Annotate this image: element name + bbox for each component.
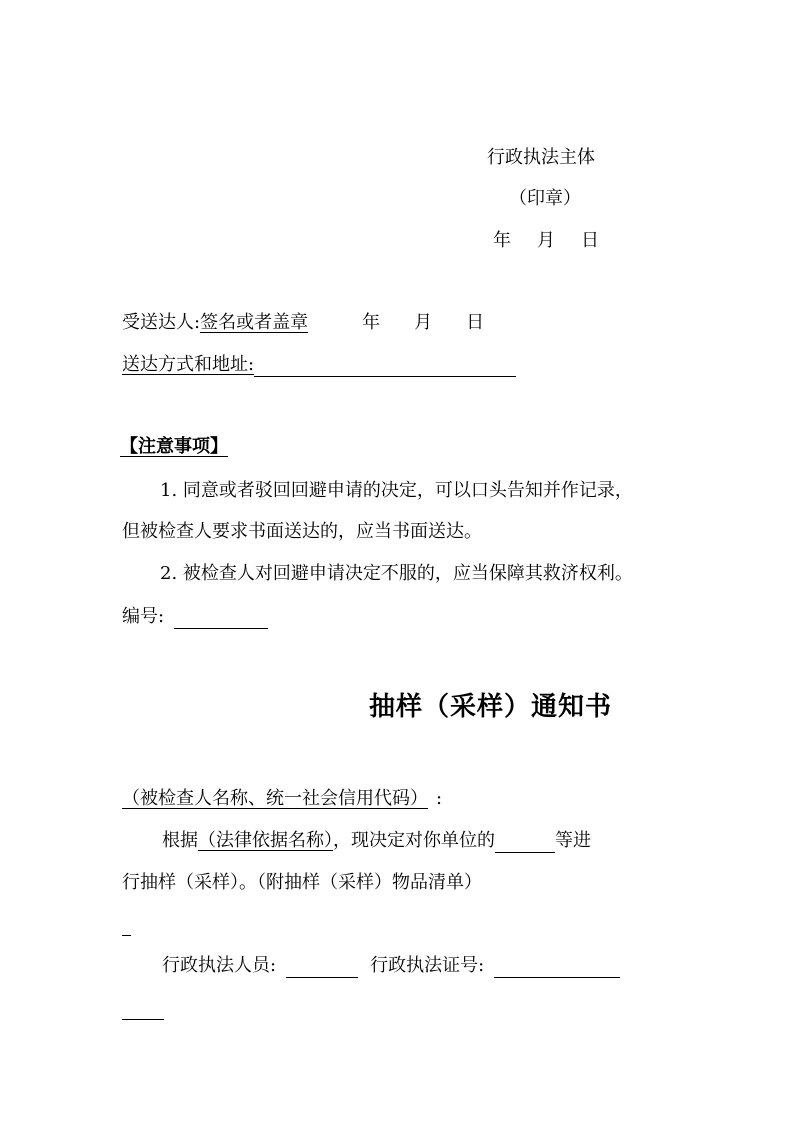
basis-line <box>162 829 591 853</box>
officer-line <box>162 954 620 978</box>
notes-heading <box>120 435 228 459</box>
signature-date <box>493 229 599 253</box>
cert-number-blank[interactable] <box>494 957 620 978</box>
addressee-colon: : <box>436 788 443 809</box>
document-number-line <box>122 605 268 629</box>
continuation-blank-1-underline[interactable] <box>122 915 131 936</box>
date-year: 年 <box>493 230 511 251</box>
note-item-2: 2. 被检查人对回避申请决定不服的，应当保障其救济权利。 <box>160 563 633 584</box>
basis-mid: ，现决定对你单位的 <box>333 830 495 851</box>
document-number-blank[interactable] <box>174 608 268 629</box>
authority-name: 行政执法主体 <box>487 147 595 168</box>
note-item-1-line-1: 1. 同意或者驳回回避申请的决定，可以口头告知并作记录， <box>160 480 633 501</box>
basis-prefix: 根据 <box>162 830 198 851</box>
officer-blank[interactable] <box>286 957 358 978</box>
sample-item-blank[interactable] <box>495 832 555 853</box>
delivery-method-label: 送达方式和地址: <box>122 354 255 375</box>
document-number-label: 编号: <box>122 606 165 627</box>
recipient-day: 日 <box>466 312 485 333</box>
sampling-line: 行抽样（采样）。（附抽样（采样）物品清单） <box>122 872 482 893</box>
continuation-blank-2[interactable] <box>122 996 164 1020</box>
delivery-method-line <box>122 353 516 377</box>
recipient-line <box>122 311 484 335</box>
basis-law-placeholder: （法律依据名称） <box>198 830 333 851</box>
continuation-blank-2-underline[interactable] <box>122 999 164 1020</box>
basis-suffix: 等进 <box>555 830 591 851</box>
recipient-year: 年 <box>362 312 381 333</box>
date-month: 月 <box>537 230 555 251</box>
document-title: 抽样（采样）通知书 <box>369 692 613 722</box>
notes-heading-text: 【注意事项】 <box>120 436 228 457</box>
seal-placeholder: （印章） <box>509 188 581 209</box>
addressee-line <box>122 787 442 811</box>
recipient-sign-hint: 签名或者盖章 <box>200 312 309 333</box>
recipient-label: 受送达人: <box>122 312 201 333</box>
recipient-month: 月 <box>414 312 433 333</box>
date-day: 日 <box>581 230 599 251</box>
cert-number-label: 行政执法证号: <box>370 955 485 976</box>
delivery-method-blank[interactable] <box>254 356 516 377</box>
officer-label: 行政执法人员: <box>162 955 277 976</box>
continuation-blank-1[interactable] <box>122 912 131 936</box>
note-item-1-line-2: 但被检查人要求书面送达的，应当书面送达。 <box>122 521 482 542</box>
addressee-placeholder: （被检查人名称、统一社会信用代码） <box>122 788 428 809</box>
